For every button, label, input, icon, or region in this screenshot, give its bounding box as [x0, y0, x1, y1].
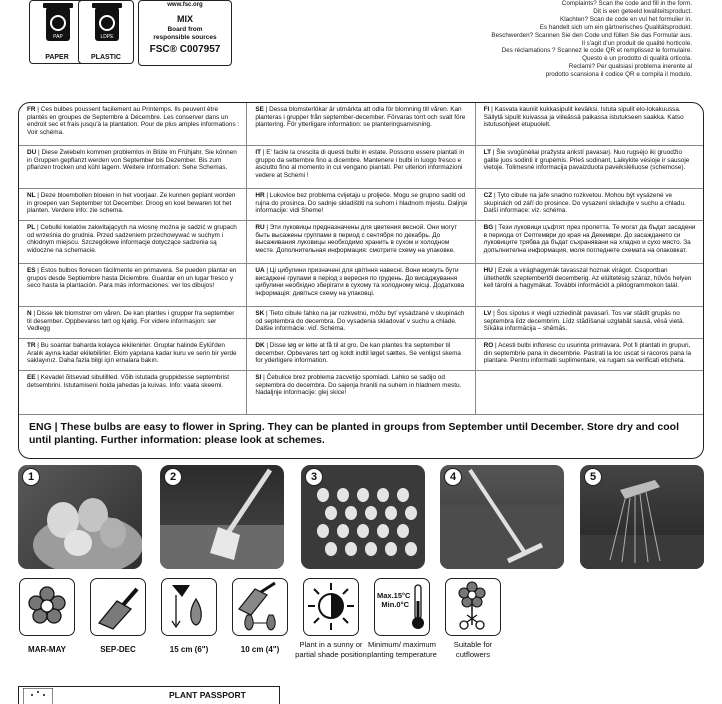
language-code: SI: [255, 374, 262, 381]
language-text: Ces bulbes poussent facilement au Printemps. Ils peuvent être plantés en groupes de Septembre à Décembre. Les conserver dans un endroit sec et frais jusqu'à la plantation. Pour de plus amples informations : Voir schéma.: [27, 106, 240, 136]
language-code: N: [27, 310, 32, 317]
language-text: Disse løg er lette at få til at gro. De kan plantes fra september til december. Opbevares tørt og koldt indtil løget sættes. Se venligst skema for yderligere information.: [255, 342, 461, 365]
language-code: FR: [27, 106, 36, 113]
english-instructions: ENG | These bulbs are easy to flower in Spring. They can be planted in groups from September until December. Store dry and cool until planting. Further information: please look at schemes.: [29, 421, 680, 446]
bulb-shape: [325, 506, 337, 520]
bulb-shape: [397, 524, 409, 538]
fsc-mix: MIX: [176, 14, 193, 24]
language-text: Diese Zwiebeln kommen problemlos in Blüte im Frühjahr. Sie können in Gruppen gepflanzt werden von September bis Dezember. Bis zum pflanzen trocken und kühl lagern. Weitere Information: Sehe Schemas.: [27, 149, 237, 172]
english-code: ENG: [29, 421, 52, 433]
sun-position-caption: Plant in a sunny or partial shade position: [295, 640, 367, 659]
fsc-url: www.fsc.org: [167, 2, 203, 8]
language-code: LT: [483, 149, 491, 156]
language-row: [19, 146, 703, 189]
plant-passport: [18, 686, 280, 704]
planting-distance-icon-box: [232, 578, 288, 636]
language-code: SE: [255, 106, 264, 113]
language-text: E' facile la crescita di questi bulbi in estate. Possono essere piantati in gruppo da settembre fino a dicembre. Mantenere i bulbi in luogo fresco e asciutto fino al momento in cui vengano piantati. Per ulteriori informazioni vedere at Schemi !: [255, 149, 465, 179]
language-cell: IT | E' facile la crescita di questi bulbi in estate. Possono essere piantati in gruppo da settembre fino a dicembre. Mantenere i bulbi in luogo fresco e asciutto fino al momento in cui vengano piantati. Per ulteriori informazioni vedere at Schemi !: [247, 146, 475, 188]
bulb-shape: [405, 542, 417, 556]
complaint-line: prodotto scansiona il codice QR e compila il modulo.: [545, 71, 692, 79]
flowering-period-label: MAR-MAY: [28, 645, 66, 654]
bulb-shape: [325, 542, 337, 556]
language-text: Šie svogūnėliai pražysta ankstí pavasarį. Nuo rugsėjo iki gruodžio galite juos sodinti ir grupėmis. Prieš sodinant, Laikykite vėsioje ir sausoje vietoje. Tolimesnė informacija pavaizduota paveikslėliuose (schemose).: [483, 149, 690, 172]
temperature-icon-box: [374, 578, 430, 636]
fsc-label: [138, 0, 232, 66]
language-code: LV: [483, 310, 492, 317]
complaint-line: Questo è un prodotto di qualità orticola.: [582, 55, 692, 63]
language-code: UA: [255, 267, 265, 274]
language-code: RU: [255, 224, 265, 231]
language-text: Disse løk blomstrer om våren. De kan plantes i grupper fra september til desember. Oppbevares tørt og kjølig. For videre informasjon: ser Vedlegg: [27, 310, 235, 333]
bulb-shape: [397, 488, 409, 502]
language-text: Deze bloembollen bloeien in het voorjaar. Ze kunnen geplant worden in groepen van September tot December. Droog en koel bewaren tot het planten. Verdere info: zie schema.: [27, 192, 236, 215]
language-code: BG: [483, 224, 494, 231]
planting-period-label: SEP-DEC: [100, 645, 136, 654]
language-text: Ці цибулини призначені для цвітіння навесні. Вони можуть бути висаджені групами в період з вересня по грудень. До висаджування цибулини необхідно зберігати в сухому та холодному місці. Додаткова інформація: дивіться схему на упаковці.: [255, 267, 465, 297]
step-number: 1: [22, 468, 40, 486]
language-code: DU: [27, 149, 37, 156]
language-cell: DK | Disse løg er lette at få til at gro. De kan plantes fra september til december. Opbevares tørt og koldt indtil løget sættes. Se venligst skema for yderligere information.: [247, 339, 475, 370]
bulb-shape: [365, 542, 377, 556]
language-grid: [19, 103, 703, 415]
recycle-bin-icon: [40, 3, 76, 47]
language-row: [19, 339, 703, 371]
step-5-watering-photo: [580, 465, 704, 569]
plastic-recycling-symbol: [78, 0, 134, 64]
complaint-line: Klachten? Scan de code en vul het formulier in.: [560, 15, 692, 23]
language-cell: RO | Acesti bulbi infloresc cu usurinta primavara. Pot fi plantati in grupuri, din septembrie pana in decembrie. Pastrati la loc uscat si racoros pana la plantare. Pentru informatii suplimentare, va rugam sa verificati eticheta.: [483, 342, 692, 365]
language-cell: FR | Ces bulbes poussent facilement au Printemps. Ils peuvent être plantés en groupes de Septembre à Décembre. Les conserver dans un endroit sec et frais jusqu'à la plantation. Pour de plus amples informations : Voir schéma.: [19, 103, 247, 145]
language-text: Эти луковицы предназначены для цветения весной. Они могут быть высажены группами в период с сентября по декабрь. До высаживания луковицы необходимо хранить в сухом и холодном месте. Дополнительная информация: смотрите схему на упаковке.: [255, 224, 458, 254]
flowering-period-icon-box: [19, 578, 75, 636]
language-code: DK: [255, 342, 265, 349]
plastic-label: PLASTIC: [91, 54, 121, 61]
paper-recycling-symbol: [29, 0, 85, 64]
plant-passport-title: PLANT PASSPORT: [169, 690, 246, 700]
language-cell: BG | Тези луковици цъфтят през пролетта. Те могат да бъдат засадени в периода от Септември до края на Декември. До засаждането си луковиците трябва да бъдат съхранявани на хладно и сухо място. За допълнителна информация, моля погледнете схемата на опаковкат.: [483, 224, 696, 254]
language-cell: LV | Šos sīpolus ir viegli uzziedināt pavasarī. Tos var stādīt grupās no septembra līdz decembrim. Līdz stādīšanai uzglabāt sausā, vēsā vietā. Sīkāka informācija – shēmās.: [483, 310, 685, 333]
fsc-board-line2: responsible sources: [153, 34, 217, 41]
bulb-shape: [317, 524, 329, 538]
language-text: Acesti bulbi infloresc cu usurinta primavara. Pot fi plantati in grupuri, din septembrie pana in decembrie. Pastrati la loc uscat si racoros pana la plantare. Pentru informatii suplimentare, va rugam sa verificati eticheta.: [483, 342, 692, 365]
language-cell: SK | Tieto cibule ľahko na jar rozkvetnú, môžu byť vysádzané v skupinách od septembra do decembra. Do vysadenia skladovať v suchu a chlade. Dalšie informácie: viď. Schéma.: [247, 307, 475, 338]
language-row: [19, 221, 703, 264]
language-text: Tyto cibule na jaře snadno rozkvetou. Mohou být vysázené ve skupinách od září do prosince. Do vysazení skladujte v suchu a chladu. Další informace: viz. schéma.: [483, 192, 686, 215]
language-text: Bu soanlar baharda kolayca iekilenirler. Gruplar halinde Eylül'den Aralık ayına kadar ekilebilirler. Ekim yapılana kadar kuru ve serin bir yerde saklayınız. Daha fazla bilgi için ernalara bakın.: [27, 342, 237, 365]
complaint-line: Es handelt sich um ein gärtnerisches Qualitätsprodukt.: [539, 23, 692, 31]
fsc-code: FSC® C007957: [149, 44, 221, 55]
cutflowers-icon-box: [445, 578, 501, 636]
cut-flower-icon: [446, 579, 499, 634]
language-cell: LT | Šie svogūnėliai pražysta ankstí pavasarį. Nuo rugsėjo iki gruodžio galite juos sodinti ir grupėmis. Prieš sodinant, Laikykite vėsioje ir sausoje vietoje. Tolimesnė informacija pavaizduota paveikslėliuose (schemose).: [483, 149, 690, 172]
complaint-line: Dit is een geteeld kwaliteitsproduct.: [593, 7, 692, 15]
language-code: EE: [27, 374, 36, 381]
thermometer-icon: [375, 579, 428, 634]
bulb-shape: [345, 542, 357, 556]
cutflowers-caption: Suitable for cutflowers: [453, 640, 493, 659]
bulb-shape: [345, 506, 357, 520]
language-text: Šos sīpolus ir viegli uzziedināt pavasarī. Tos var stādīt grupās no septembra līdz decembrim. Līdz stādīšanai uzglabāt sausā, vēsā vietā. Sīkāka informācija – shēmās.: [483, 310, 685, 333]
english-text: These bulbs are easy to flower in Spring. They can be planted in groups from September until December. Store dry and cool until planting. Further information: please look at schemes.: [29, 421, 680, 446]
planting-depth-icon-box: [161, 578, 217, 636]
instructions-panel: [18, 102, 704, 459]
temperature-caption: Minimum/ maximum planting temperature: [367, 640, 437, 659]
quality-complaint-text: [442, 0, 692, 79]
language-cell: RU | Эти луковицы предназначены для цветения весной. Они могут быть высажены группами в период с сентября по декабрь. До высаживания луковицы необходимо хранить в сухом и холодном месте. Дополнительная информация: смотрите схему на упаковке.: [247, 221, 475, 263]
language-text: Kasvata kauniit kukkasipulit keväiksi. Istuta sipulit elo-lokakuussa. Säilytä sipulit kuivassa ja viileässä paikassa istutukseen saakka. Katso istutusohjeet etupuolelt.: [483, 106, 684, 129]
complaint-line: Beschwerden? Scannen Sie den Code und füllen Sie das Formular aus.: [491, 31, 692, 39]
language-cell: SI | Čebulice brez problema zacvetijo spomladi. Lahko se sadijo od septembra do decembra. Do sajenja hraniti na suhem in hladnem mestu. Nadaljnje informacije: glej skice!: [247, 371, 475, 414]
bulb-shape: [385, 506, 397, 520]
step-number: 5: [584, 468, 602, 486]
language-cell: SE | Dessa blomsterlökar är utmärkta att odla för blomning till våren. Kan planteras i grupper från september-december. Förvaras torrt och svalt före plantering. För ytterligare information: se planteringsanvisning.: [247, 103, 475, 145]
language-text: Dessa blomsterlökar är utmärkta att odla för blomning till våren. Kan planteras i grupper från september-december. Förvaras torrt och svalt före plantering. För ytterligare information: se planteringsanvisning.: [255, 106, 466, 129]
language-cell: PL | Cebulki kwiatów zakwitających na wiosnę można je sadzić w grupach od września do grudnia. Przed sadzeniem przechowywać w suchym i chłodnym miejscu. Szczegółowe informacje dotyczące sadzenia są widoczne na schemacie.: [19, 221, 247, 263]
complaint-line: Complaints? Scan the code and fill in the form.: [561, 0, 692, 7]
language-cell: HU | Ezek a virághagymák tavasszal hoznak virágot. Csoportban ültethetők szeptembertől decemberig. Az elültetésig száraz, hűvös helyen kell tárolni a hagymákat. További információt a piktogrammokon talál.: [483, 267, 692, 290]
language-code: TR: [27, 342, 36, 349]
language-text: Тези луковици цъфтят през пролетта. Те могат да бъдат засадени в периода от Септември до края на Декември. До засаждането си луковиците трябва да бъдат съхранявани на хладно и сухо място. За допълнителна информация, моля погледнете схемата на опаковкат.: [483, 224, 696, 254]
complaint-line: Reclami? Per qualsiasi problema inerente al: [568, 63, 692, 71]
language-text: Ezek a virághagymák tavasszal hoznak virágot. Csoportban ültethetők szeptembertől decemberig. Az elültetésig száraz, hűvös helyen kell tárolni a hagymákat. További információt a piktogrammokon talál.: [483, 267, 692, 290]
planting-depth-icon: [162, 579, 215, 634]
language-code: IT: [255, 149, 262, 156]
bulb-shape: [405, 506, 417, 520]
planting-period-icon-box: [90, 578, 146, 636]
step-2-digging-photo: [160, 465, 284, 569]
language-text: Kevadel õitsevad sibulillled. Võib istutada gruppidesse septembrist detsembrini. Istutamiseni hoida jahedas ja kuivas. Info: vaata skeemi.: [27, 374, 230, 389]
pap-code: PAP: [53, 34, 63, 40]
recycle-bin-icon: [89, 3, 125, 47]
language-cell: [476, 371, 703, 414]
language-cell: ES | Estos bulbos florecen fácilmente en primavera. Se pueden plantar en grupos desde Septiembre hasta Diciembre. Guardar en un lugar fresco y seco hasta la plantación. Para más informaciones: ver los dibujos!: [19, 264, 247, 306]
language-cell: CZ | Tyto cibule na jaře snadno rozkvetou. Mohou být vysázené ve skupinách od září do prosince. Do vysazení skladujte v suchu a chladu. Další informace: viz. schéma.: [483, 192, 686, 215]
step-number: 2: [164, 468, 182, 486]
planting-distance-label: 10 cm (4"): [240, 645, 280, 654]
language-text: Lukovice bez problema cvijetaju u proljeće. Mogu se grupno saditi od rujna do prosinca. Do sadnje skladištiti na suhom i hladnom mjestu. Daljnje informacije: vidi Sheme!: [255, 192, 468, 215]
flower-icon: [20, 579, 73, 634]
language-cell: UA | Ці цибулини призначені для цвітіння навесні. Вони можуть бути висаджені групами в період з вересня по грудень. До висаджування цибулини необхідно зберігати в сухому та холодному місці. Додаткова інформація: дивіться схему на упаковці.: [247, 264, 475, 306]
bulb-shape: [337, 488, 349, 502]
bulb-shape: [365, 506, 377, 520]
planting-distance-icon: [233, 579, 286, 634]
language-cell: NL | Deze bloembollen bloeien in het voorjaar. Ze kunnen geplant worden in groepen van September tot December. Droog en koel bewaren tot het planten. Verdere info: zie schema.: [19, 189, 247, 220]
language-code: NL: [27, 192, 36, 199]
language-cell: FI | Kasvata kauniit kukkasipulit keväiksi. Istuta sipulit elo-lokakuussa. Säilytä sipulit kuivassa ja viileässä paikassa istutukseen saakka. Katso istutusohjeet etupuolelt.: [483, 106, 684, 129]
language-code: HU: [483, 267, 493, 274]
min-temperature: Min.0°C: [381, 600, 409, 609]
language-text: Cebulki kwiatów zakwitających na wiosnę można je sadzić w grupach od września do grudnia. Przed sadzeniem przechowywać w suchym i chłodnym miejscu. Szczegółowe informacje dotyczące sadzenia są widoczne na schemacie.: [27, 224, 237, 254]
step-3-planting-photo: [301, 465, 425, 569]
bulb-shape: [317, 488, 329, 502]
paper-label: PAPER: [45, 54, 69, 61]
language-code: HR: [255, 192, 265, 199]
planting-depth-label: 15 cm (6"): [169, 645, 209, 654]
step-4-raking-photo: [440, 465, 564, 569]
language-text: Čebulice brez problema zacvetijo spomladi. Lahko se sadijo od septembra do decembra. Do sajenja hraniti na suhem in hladnem mestu. Nadaljnje informacije: glej skice!: [255, 374, 462, 397]
language-text: Estos bulbos florecen fácilmente en primavera. Se pueden plantar en grupos desde Septiembre hasta Diciembre. Guardar en un lugar fresco y seco hasta la plantación. Para más informaciones: ver los dibujos!: [27, 267, 237, 290]
language-cell: HR | Lukovice bez problema cvijetaju u proljeće. Mogu se grupno saditi od rujna do prosinca. Do sadnje skladištiti na suhom i hladnom mjestu. Daljnje informacije: vidi Sheme!: [247, 189, 475, 220]
trowel-icon: [91, 579, 144, 634]
bulb-shape: [337, 524, 349, 538]
language-row: [19, 371, 703, 415]
bulb-shape: [385, 542, 397, 556]
language-text: Tieto cibule ľahko na jar rozkvetnú, môžu byť vysádzané v skupinách od septembra do decembra. Do vysadenia skladovať v suchu a chlade. Dalšie informácie: viď. Schéma.: [255, 310, 465, 333]
language-cell: EE | Kevadel õitsevad sibulillled. Võib istutada gruppidesse septembrist detsembrini. Istutamiseni hoida jahedas ja kuivas. Info: vaata skeemi.: [19, 371, 247, 414]
language-cell: TR | Bu soanlar baharda kolayca iekilenirler. Gruplar halinde Eylül'den Aralık ayına kadar ekilebilirler. Ekim yapılana kadar kuru ve serin bir yerde saklayınız. Daha fazla bilgi için ernalara bakın.: [19, 339, 247, 370]
language-row: [19, 189, 703, 221]
step-number: 3: [305, 468, 323, 486]
complaint-line: Il s'agit d'un produit de qualité horticole.: [581, 39, 692, 47]
language-cell: N | Disse løk blomstrer om våren. De kan plantes i grupper fra september til desember. Oppbevares tørt og kjølig. For videre informasjon: ser Vedlegg: [19, 307, 247, 338]
max-temperature: Max.15°C: [377, 591, 411, 600]
language-code: SK: [255, 310, 265, 317]
language-code: RO: [483, 342, 494, 349]
language-code: PL: [27, 224, 36, 231]
bulb-shape: [377, 524, 389, 538]
sun-position-icon-box: [303, 578, 359, 636]
fsc-board-line1: Board from: [167, 26, 203, 33]
language-code: FI: [483, 106, 490, 113]
language-code: ES: [27, 267, 36, 274]
language-row: [19, 307, 703, 339]
bulb-shape: [357, 488, 369, 502]
eu-flag-icon: [23, 688, 53, 704]
complaint-line: Des réclamations ? Scannez le code QR et remplissez le formulaire.: [501, 47, 692, 55]
ldpe-code: LDPE: [100, 34, 114, 40]
language-cell: DU | Diese Zwiebeln kommen problemlos in Blüte im Frühjahr. Sie können in Gruppen gepflanzt werden von September bis Dezember. Bis zum pflanzen trocken und kühl lagern. Weitere Information: Sehe Schemas.: [19, 146, 247, 188]
language-row: [19, 103, 703, 146]
step-1-bulbs-photo: [18, 465, 142, 569]
step-number: 4: [444, 468, 462, 486]
sun-shade-icon: [304, 579, 357, 634]
language-code: CZ: [483, 192, 493, 199]
bulb-shape: [357, 524, 369, 538]
language-row: [19, 264, 703, 307]
bulb-shape: [377, 488, 389, 502]
